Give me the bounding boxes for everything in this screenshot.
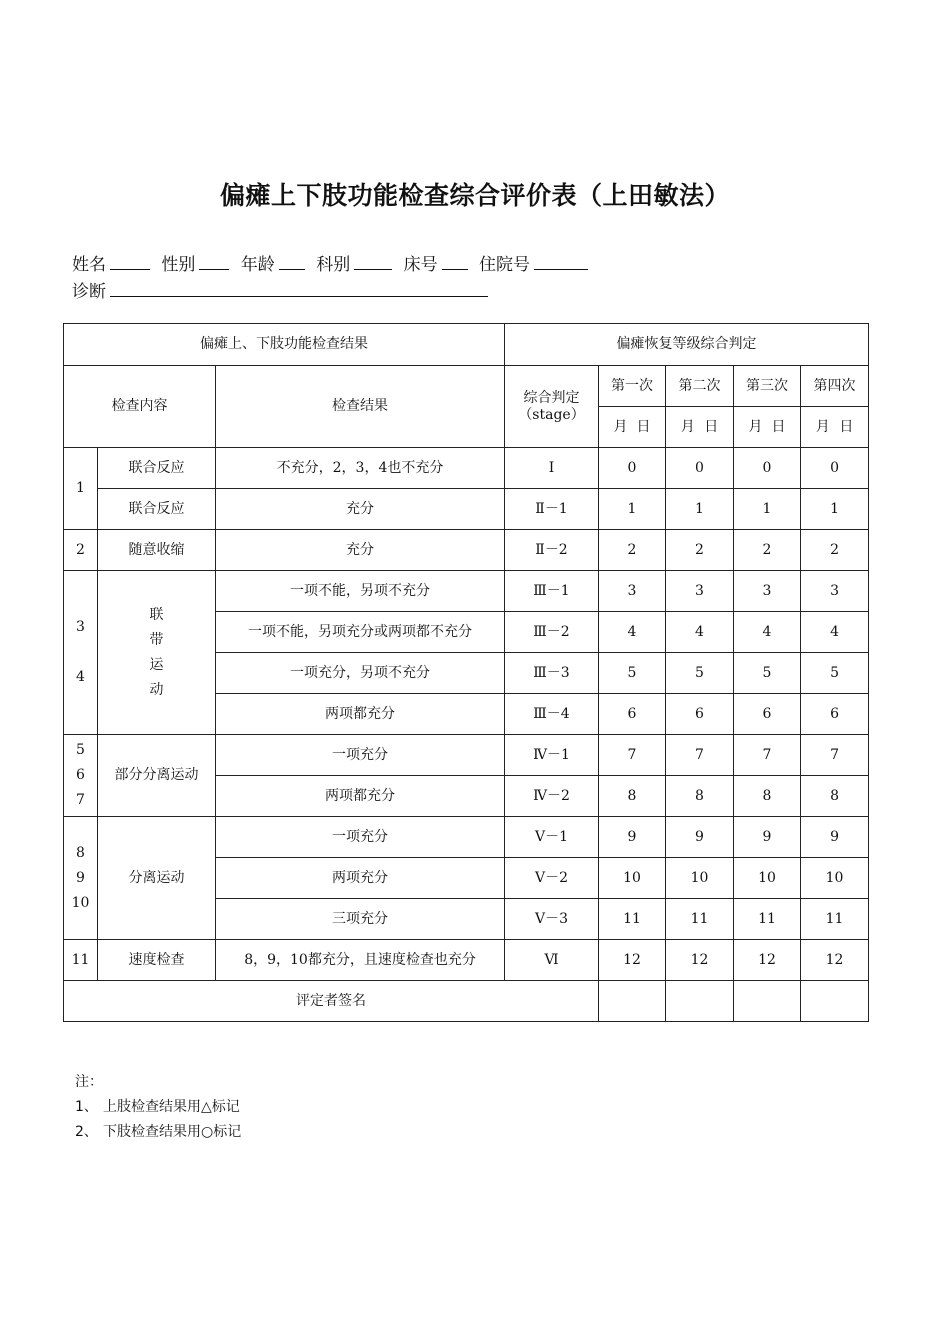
score-cell[interactable]: 1: [801, 489, 869, 530]
item-number-line: 7: [76, 792, 85, 808]
attempt-header: 第四次: [801, 366, 869, 407]
content-cell: 分离运动: [98, 817, 216, 940]
result-cell: 一项不能，另项不充分: [216, 571, 505, 612]
score-cell[interactable]: 0: [734, 448, 801, 489]
table-row: [64, 489, 869, 530]
day-label: 日: [704, 418, 719, 435]
score-cell[interactable]: 5: [666, 653, 734, 694]
content-cell: 联合反应: [98, 448, 216, 489]
stage-cell: Ⅳ－1: [505, 735, 599, 776]
score-cell[interactable]: 6: [666, 694, 734, 735]
item-number-line: 8: [76, 844, 85, 861]
dept-label: 科别: [316, 255, 351, 275]
table-row: [64, 735, 869, 776]
score-cell[interactable]: 7: [599, 735, 666, 776]
content-char: 带: [149, 631, 164, 648]
result-header: 检查结果: [216, 366, 505, 448]
date-cell[interactable]: [599, 407, 666, 448]
sex-field[interactable]: [199, 252, 229, 270]
score-cell[interactable]: 9: [666, 817, 734, 858]
result-cell: 充分: [216, 489, 505, 530]
score-cell[interactable]: 4: [734, 612, 801, 653]
score-cell[interactable]: 4: [599, 612, 666, 653]
note-index: 2、: [75, 1124, 98, 1140]
diagnosis-line: [72, 277, 494, 302]
attempt-header: 第三次: [734, 366, 801, 407]
sex-label: 性别: [161, 255, 196, 275]
stage-cell: Ⅱ－1: [505, 489, 599, 530]
result-cell: 一项充分: [216, 735, 505, 776]
item-number: [64, 817, 98, 940]
score-cell[interactable]: 8: [734, 776, 801, 817]
age-label: 年龄: [240, 255, 275, 275]
score-cell[interactable]: 8: [666, 776, 734, 817]
score-cell[interactable]: 3: [599, 571, 666, 612]
score-cell[interactable]: 0: [599, 448, 666, 489]
attempt-header: 第二次: [666, 366, 734, 407]
evaluation-table: [63, 323, 869, 1022]
item-number-line: 9: [76, 869, 85, 886]
content-cell: 联合反应: [98, 489, 216, 530]
score-cell[interactable]: 9: [599, 817, 666, 858]
attempt-header: 第一次: [599, 366, 666, 407]
score-cell[interactable]: 7: [666, 735, 734, 776]
score-cell[interactable]: 10: [666, 858, 734, 899]
score-cell[interactable]: 11: [599, 899, 666, 940]
result-cell: 两项都充分: [216, 694, 505, 735]
day-label: 日: [839, 418, 854, 435]
score-cell[interactable]: 6: [599, 694, 666, 735]
score-cell[interactable]: 10: [734, 858, 801, 899]
score-cell[interactable]: 2: [666, 530, 734, 571]
score-cell[interactable]: 0: [801, 448, 869, 489]
note-index: 1、: [75, 1099, 98, 1115]
score-cell[interactable]: 8: [801, 776, 869, 817]
result-cell: 8，9，10都充分，且速度检查也充分: [216, 940, 505, 981]
score-cell[interactable]: 1: [734, 489, 801, 530]
note-item: [75, 1120, 241, 1145]
content-char: 动: [149, 681, 164, 698]
admission-label: 住院号: [479, 255, 531, 275]
result-cell: 一项不能，另项充分或两项都不充分: [216, 612, 505, 653]
page-title: 偏瘫上下肢功能检查综合评价表（上田敏法）: [219, 181, 730, 210]
stage-cell: Ⅲ－1: [505, 571, 599, 612]
stage-cell: Ⅱ－2: [505, 530, 599, 571]
result-cell: 三项充分: [216, 899, 505, 940]
month-label: 月: [748, 418, 763, 435]
table-row: [64, 571, 869, 612]
month-label: 月: [680, 418, 695, 435]
result-cell: 不充分，2，3，4也不充分: [216, 448, 505, 489]
score-cell[interactable]: 6: [801, 694, 869, 735]
day-label: 日: [771, 418, 786, 435]
results-header: 偏瘫上、下肢功能检查结果: [64, 324, 505, 366]
item-number: 11: [64, 940, 98, 981]
content-cell: [98, 571, 216, 735]
score-cell[interactable]: 4: [666, 612, 734, 653]
stage-cell: Ⅵ: [505, 940, 599, 981]
score-cell[interactable]: 2: [599, 530, 666, 571]
score-cell[interactable]: 0: [666, 448, 734, 489]
content-header: 检查内容: [64, 366, 216, 448]
score-cell[interactable]: 12: [801, 940, 869, 981]
score-cell[interactable]: 5: [801, 653, 869, 694]
result-cell: 一项充分: [216, 817, 505, 858]
result-cell: 两项充分: [216, 858, 505, 899]
stage-cell: Ⅳ－2: [505, 776, 599, 817]
bed-label: 床号: [403, 255, 438, 275]
signature-cell[interactable]: [666, 981, 734, 1022]
score-cell[interactable]: 3: [666, 571, 734, 612]
item-number-line: 10: [71, 894, 90, 911]
table-row: [64, 940, 869, 981]
score-cell[interactable]: 4: [801, 612, 869, 653]
grade-header: 偏瘫恢复等级综合判定: [505, 324, 869, 366]
result-cell: 充分: [216, 530, 505, 571]
dept-field[interactable]: [354, 252, 392, 270]
score-cell[interactable]: 5: [599, 653, 666, 694]
stage-header-line1: 综合判定: [523, 389, 580, 406]
score-cell[interactable]: 9: [801, 817, 869, 858]
bed-field[interactable]: [442, 252, 468, 270]
score-cell[interactable]: 6: [734, 694, 801, 735]
stage-cell: Ⅰ: [505, 448, 599, 489]
result-cell: 两项都充分: [216, 776, 505, 817]
patient-info-line: [72, 250, 594, 275]
stage-header: [505, 366, 599, 448]
score-cell[interactable]: 1: [666, 489, 734, 530]
score-cell[interactable]: 5: [734, 653, 801, 694]
table-row: [64, 448, 869, 489]
name-label: 姓名: [72, 255, 106, 275]
score-cell[interactable]: 3: [734, 571, 801, 612]
month-label: 月: [613, 418, 628, 435]
score-cell[interactable]: 12: [734, 940, 801, 981]
date-cell[interactable]: [801, 407, 869, 448]
score-cell[interactable]: 12: [599, 940, 666, 981]
content-cell: 随意收缩: [98, 530, 216, 571]
content-char: 运: [149, 656, 164, 673]
day-label: 日: [636, 418, 651, 435]
notes-heading: 注：: [75, 1074, 103, 1090]
table-row: [64, 817, 869, 858]
score-cell[interactable]: 11: [801, 899, 869, 940]
date-cell[interactable]: [734, 407, 801, 448]
score-cell[interactable]: 10: [599, 858, 666, 899]
content-cell: 部分分离运动: [98, 735, 216, 817]
signature-cell[interactable]: [734, 981, 801, 1022]
admission-field[interactable]: [534, 252, 588, 270]
item-number: [64, 735, 98, 817]
score-cell[interactable]: 9: [734, 817, 801, 858]
score-cell[interactable]: 7: [801, 735, 869, 776]
note-text: 下肢检查结果用○标记: [103, 1124, 242, 1140]
item-number-line: 3: [76, 619, 85, 635]
result-cell: 一项充分，另项不充分: [216, 653, 505, 694]
diagnosis-label: 诊断: [72, 282, 106, 302]
score-cell[interactable]: 10: [801, 858, 869, 899]
stage-cell: Ⅲ－3: [505, 653, 599, 694]
table-row: [64, 530, 869, 571]
score-cell[interactable]: 11: [666, 899, 734, 940]
score-cell[interactable]: 3: [801, 571, 869, 612]
note-text: 上肢检查结果用△标记: [103, 1099, 240, 1115]
item-number-line: 5: [76, 742, 85, 758]
score-cell[interactable]: 11: [734, 899, 801, 940]
item-number-line: [64, 640, 97, 665]
item-number: 2: [64, 530, 98, 571]
note-item: [75, 1095, 241, 1120]
item-number: [64, 571, 98, 735]
month-label: 月: [815, 418, 830, 435]
stage-cell: Ⅴ－1: [505, 817, 599, 858]
stage-cell: Ⅲ－4: [505, 694, 599, 735]
item-number-line: 6: [76, 767, 85, 783]
content-cell: 速度检查: [98, 940, 216, 981]
age-field[interactable]: [279, 252, 305, 270]
stage-cell: Ⅴ－3: [505, 899, 599, 940]
notes-section: [75, 1070, 241, 1145]
score-cell[interactable]: 12: [666, 940, 734, 981]
stage-header-line2: （stage）: [518, 406, 585, 423]
signature-cell[interactable]: [801, 981, 869, 1022]
signature-row: [64, 981, 869, 1022]
score-cell[interactable]: 8: [599, 776, 666, 817]
score-cell[interactable]: 1: [599, 489, 666, 530]
stage-cell: Ⅲ－2: [505, 612, 599, 653]
stage-cell: Ⅴ－2: [505, 858, 599, 899]
date-cell[interactable]: [666, 407, 734, 448]
diagnosis-field[interactable]: [110, 279, 488, 297]
name-field[interactable]: [110, 252, 150, 270]
score-cell[interactable]: 7: [734, 735, 801, 776]
score-cell[interactable]: 2: [801, 530, 869, 571]
item-number: 1: [64, 448, 98, 530]
score-cell[interactable]: 2: [734, 530, 801, 571]
item-number-line: 4: [76, 669, 85, 685]
signature-label: 评定者签名: [64, 981, 599, 1022]
signature-cell[interactable]: [599, 981, 666, 1022]
content-char: 联: [149, 606, 164, 623]
